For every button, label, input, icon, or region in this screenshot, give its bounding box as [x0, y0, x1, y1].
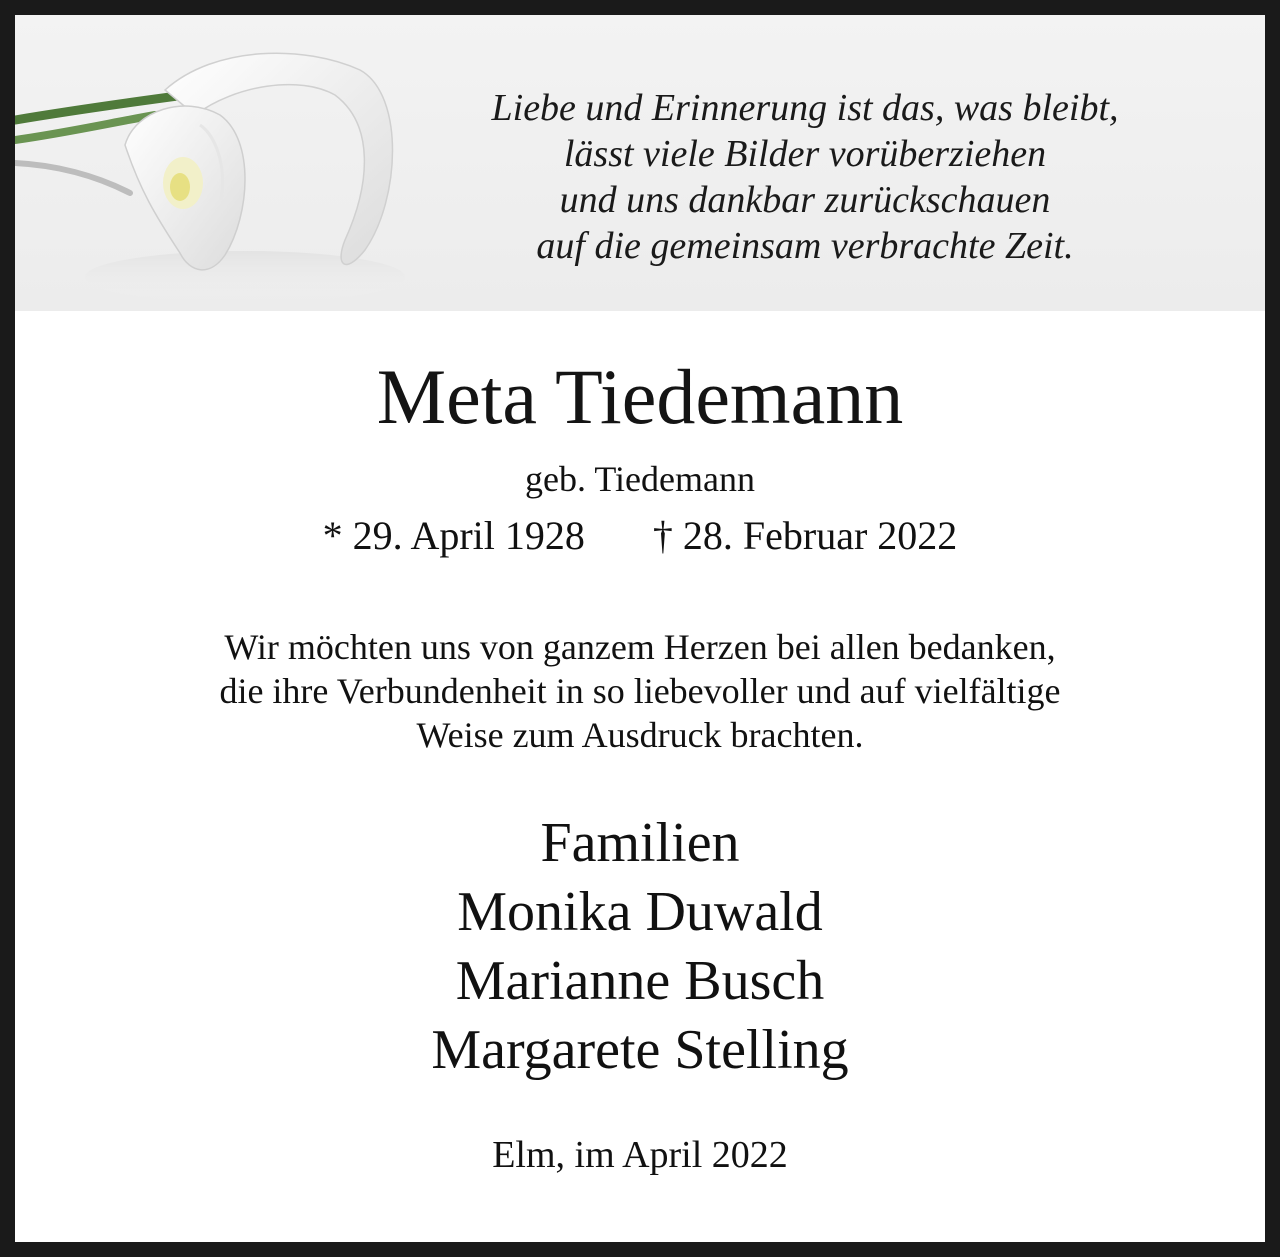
- family-name: Marianne Busch: [455, 950, 825, 1012]
- bereaved-families: [15, 809, 1265, 1085]
- death-date: † 28. Februar 2022: [652, 513, 958, 558]
- thanks-line: Wir möchten uns von ganzem Herzen bei allen bedanken,: [224, 627, 1056, 667]
- poem-line: lässt viele Bilder vorüberziehen: [563, 133, 1047, 175]
- thanks-message: [55, 625, 1225, 757]
- poem-line: Liebe und Erinnerung ist das, was bleibt,: [491, 87, 1119, 129]
- header-banner: [15, 15, 1265, 311]
- thanks-line: Weise zum Ausdruck brachten.: [416, 715, 864, 755]
- life-dates: [15, 512, 1265, 560]
- birth-name: geb. Tiedemann: [525, 459, 755, 499]
- families-heading: Familien: [540, 812, 740, 874]
- memorial-poem: [415, 85, 1195, 269]
- calla-lily-icon: [15, 15, 415, 311]
- birth-date: * 29. April 1928: [322, 513, 585, 558]
- deceased-name: Meta Tiedemann: [376, 353, 904, 440]
- family-name: Margarete Stelling: [431, 1019, 849, 1081]
- family-name: Monika Duwald: [457, 881, 823, 943]
- poem-line: auf die gemeinsam verbrachte Zeit.: [536, 225, 1074, 267]
- poem-line: und uns dankbar zurückschauen: [559, 179, 1051, 221]
- thanks-line: die ihre Verbundenheit in so liebevoller und auf vielfältige: [219, 671, 1061, 711]
- place-and-date: Elm, im April 2022: [492, 1134, 788, 1176]
